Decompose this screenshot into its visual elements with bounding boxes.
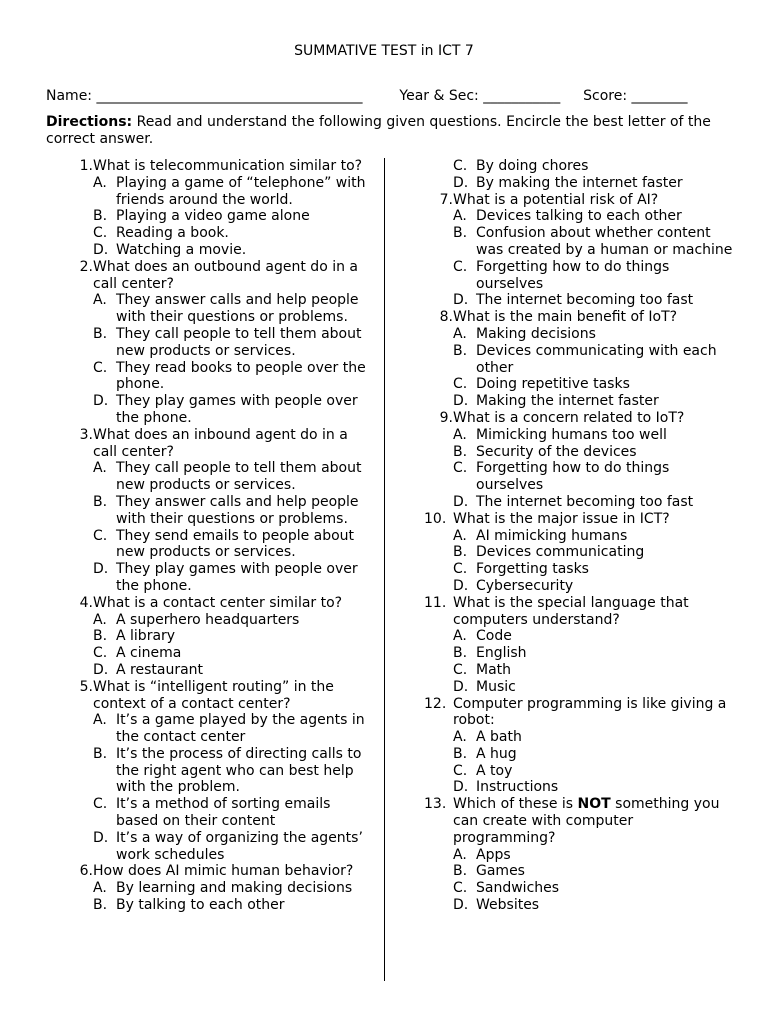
answer-option (424, 729, 734, 746)
answer-option (424, 544, 734, 561)
option-text: A restaurant (116, 661, 204, 678)
answer-option (424, 326, 734, 343)
option-letter: D. (453, 493, 469, 510)
question-text: What is a contact center similar to? (93, 594, 343, 611)
question-text: What is the major issue in ICT? (453, 510, 670, 527)
answer-option (424, 343, 734, 377)
answer-option (424, 897, 734, 914)
option-text: Sandwiches (476, 880, 560, 897)
option-text: Code (476, 628, 512, 645)
option-letter: B. (93, 628, 108, 645)
column-divider (384, 158, 385, 981)
option-text: By learning and making decisions (116, 880, 353, 897)
score-field-label: Score: ________ (583, 88, 688, 104)
question-emphasis: NOT (577, 796, 611, 813)
option-text: It’s a method of sorting emails based on their content (116, 796, 331, 830)
answer-option (424, 863, 734, 880)
option-text: A library (116, 628, 176, 645)
question-item (424, 595, 734, 629)
answer-option (424, 528, 734, 545)
option-text: Watching a movie. (116, 241, 247, 258)
question-item (64, 863, 369, 880)
question-text-end: something you can create with computer programming? (453, 796, 720, 846)
option-letter: D. (453, 174, 469, 191)
option-text: Playing a game of “telephone” with friends around the world. (116, 174, 366, 208)
question-number: 12. (424, 695, 447, 712)
question-item (424, 309, 734, 326)
answer-option (424, 880, 734, 897)
option-text: Cybersecurity (476, 577, 574, 594)
option-letter: A. (93, 460, 107, 477)
option-letter: C. (453, 376, 468, 393)
option-letter: B. (453, 645, 468, 662)
option-letter: C. (93, 225, 108, 242)
option-letter: D. (453, 577, 469, 594)
answer-option (64, 242, 369, 259)
option-text: It’s a game played by the agents in the contact center (116, 712, 365, 746)
option-letter: A. (93, 880, 107, 897)
answer-option (424, 292, 734, 309)
answer-option (64, 393, 369, 427)
option-letter: D. (453, 393, 469, 410)
question-number: 3. (79, 426, 93, 443)
answer-option (424, 628, 734, 645)
option-text: The internet becoming too fast (476, 493, 694, 510)
answer-option (424, 175, 734, 192)
question-item (424, 410, 734, 427)
answer-option (64, 561, 369, 595)
option-text: Forgetting how to do things ourselves (476, 258, 670, 292)
answer-option (64, 796, 369, 830)
answer-option (424, 494, 734, 511)
option-letter: D. (453, 897, 469, 914)
option-text: Instructions (476, 779, 559, 796)
answer-option (424, 779, 734, 796)
answer-option (424, 662, 734, 679)
question-number: 5. (79, 678, 93, 695)
option-letter: D. (93, 829, 109, 846)
option-letter: D. (453, 779, 469, 796)
option-letter: A. (453, 325, 467, 342)
option-text: Playing a video game alone (116, 208, 310, 225)
question-number: 11. (424, 594, 447, 611)
option-letter: C. (93, 527, 108, 544)
option-letter: C. (453, 661, 468, 678)
answer-option (424, 847, 734, 864)
option-text: By talking to each other (116, 897, 285, 914)
answer-option (64, 175, 369, 209)
option-text: Making the internet faster (476, 393, 659, 410)
option-letter: C. (453, 258, 468, 275)
option-letter: A. (93, 292, 107, 309)
option-text: By making the internet faster (476, 174, 683, 191)
answer-option (64, 360, 369, 394)
directions (46, 114, 736, 148)
answer-option (424, 746, 734, 763)
answer-option (424, 259, 734, 293)
option-text: Devices communicating (476, 544, 645, 561)
question-text: What does an inbound agent do in a call center? (93, 426, 348, 460)
option-letter: C. (93, 359, 108, 376)
option-text: A superhero headquarters (116, 611, 300, 628)
option-letter: A. (93, 174, 107, 191)
option-letter: C. (453, 158, 468, 174)
option-text: Music (476, 678, 516, 695)
option-text: Forgetting tasks (476, 561, 589, 578)
option-text: Websites (476, 897, 540, 914)
option-letter: B. (93, 325, 108, 342)
option-text: Apps (476, 846, 511, 863)
option-text: They send emails to people about new products or services. (116, 527, 355, 561)
question-number: 7. (439, 191, 453, 208)
option-text: It’s the process of directing calls to the right agent who can best help with the problem. (116, 745, 362, 796)
question-number: 8. (439, 309, 453, 326)
answer-option (424, 393, 734, 410)
answer-option (424, 225, 734, 259)
answer-option (424, 561, 734, 578)
question-item (424, 696, 734, 730)
question-number: 10. (424, 510, 447, 527)
answer-option (64, 645, 369, 662)
question-text: How does AI mimic human behavior? (93, 863, 354, 880)
option-letter: D. (93, 661, 109, 678)
option-text: A hug (476, 745, 517, 762)
question-number: 6. (79, 863, 93, 880)
option-letter: B. (93, 493, 108, 510)
answer-option (424, 208, 734, 225)
answer-option (424, 460, 734, 494)
option-letter: D. (453, 678, 469, 695)
option-text: Math (476, 661, 512, 678)
question-number: 1. (79, 158, 93, 174)
option-letter: A. (93, 611, 107, 628)
option-text: Devices communicating with each other (476, 342, 717, 376)
question-item (64, 259, 369, 293)
question-text: What does an outbound agent do in a call center? (93, 258, 358, 292)
option-letter: C. (93, 645, 108, 662)
option-letter: C. (453, 762, 468, 779)
answer-option (64, 628, 369, 645)
question-number: 13. (424, 796, 447, 813)
question-text: What is telecommunication similar to? (93, 158, 363, 174)
answer-option (424, 376, 734, 393)
option-letter: A. (453, 426, 467, 443)
question-item (64, 679, 369, 713)
option-text: Doing repetitive tasks (476, 376, 630, 393)
option-text: Forgetting how to do things ourselves (476, 460, 670, 494)
question-text: What is the special language that computers understand? (453, 594, 689, 628)
option-text: They call people to tell them about new products or services. (116, 460, 362, 494)
option-text: Confusion about whether content was created by a human or machine (476, 225, 733, 258)
option-letter: C. (453, 460, 468, 477)
answer-option (64, 880, 369, 897)
option-letter: C. (93, 796, 108, 813)
student-info-line (46, 88, 736, 104)
left-question-column (64, 158, 369, 914)
option-letter: B. (453, 225, 468, 242)
option-text: They answer calls and help people with their questions or problems. (116, 292, 359, 326)
option-text: Devices talking to each other (476, 208, 682, 225)
question-number: 9. (439, 409, 453, 426)
answer-option (424, 444, 734, 461)
option-letter: B. (453, 863, 468, 880)
option-letter: B. (93, 208, 108, 225)
option-text: They play games with people over the phone. (116, 393, 358, 426)
answer-option (64, 612, 369, 629)
answer-option (64, 494, 369, 528)
question-text: Which of these is (453, 796, 578, 813)
answer-option (64, 460, 369, 494)
option-text: A cinema (116, 645, 182, 662)
question-text: What is the main benefit of IoT? (453, 309, 678, 326)
answer-option (64, 746, 369, 796)
option-letter: B. (453, 745, 468, 762)
right-question-column (424, 158, 734, 914)
year-section-field-label: Year & Sec: ___________ (399, 88, 561, 104)
question-item (424, 192, 734, 209)
answer-option (64, 292, 369, 326)
question-text: What is a concern related to IoT? (453, 409, 685, 426)
option-letter: B. (93, 897, 108, 914)
option-text: Games (476, 863, 525, 880)
question-item (64, 158, 369, 175)
option-letter: B. (93, 745, 108, 762)
option-text: They read books to people over the phone. (116, 359, 366, 393)
question-item (424, 511, 734, 528)
option-text: They call people to tell them about new products or services. (116, 325, 362, 359)
option-text: By doing chores (476, 158, 589, 174)
option-text: It’s a way of organizing the agents’ work schedules (116, 829, 363, 863)
option-text: The internet becoming too fast (476, 292, 694, 309)
option-text: They answer calls and help people with their questions or problems. (116, 493, 359, 527)
option-letter: D. (93, 393, 109, 410)
answer-option (64, 225, 369, 242)
name-field-label: Name: ______________________________________ (46, 88, 363, 104)
page-title: SUMMATIVE TEST in ICT 7 (294, 43, 474, 59)
option-letter: D. (93, 241, 109, 258)
directions-label: Directions: (46, 114, 133, 130)
option-letter: A. (453, 527, 467, 544)
option-letter: A. (453, 208, 467, 225)
question-item (64, 595, 369, 612)
option-letter: A. (453, 729, 467, 746)
directions-text: Read and understand the following given questions. Encircle the best letter of the correct answer. (46, 114, 711, 147)
answer-option (424, 763, 734, 780)
answer-option (64, 712, 369, 746)
option-letter: B. (453, 544, 468, 561)
option-text: Reading a book. (116, 225, 229, 242)
question-item (64, 427, 369, 461)
option-text: A bath (476, 729, 522, 746)
question-item (424, 796, 734, 846)
option-text: Making decisions (476, 325, 596, 342)
answer-option (64, 662, 369, 679)
option-letter: A. (453, 628, 467, 645)
option-text: A toy (476, 762, 513, 779)
option-letter: B. (453, 342, 468, 359)
option-letter: C. (453, 561, 468, 578)
answer-option (424, 578, 734, 595)
answer-option (64, 897, 369, 914)
question-number: 4. (79, 594, 93, 611)
option-letter: D. (93, 561, 109, 578)
answer-option (424, 679, 734, 696)
option-letter: A. (93, 712, 107, 729)
answer-option (64, 326, 369, 360)
option-letter: D. (453, 292, 469, 309)
question-text: What is “intelligent routing” in the context of a contact center? (93, 678, 334, 712)
option-text: Mimicking humans too well (476, 426, 667, 443)
question-number: 2. (79, 258, 93, 275)
option-letter: B. (453, 443, 468, 460)
answer-option (64, 208, 369, 225)
answer-option (424, 427, 734, 444)
question-text: What is a potential risk of AI? (453, 191, 659, 208)
option-text: They play games with people over the phone. (116, 561, 358, 594)
answer-option (64, 830, 369, 864)
option-letter: A. (453, 846, 467, 863)
option-text: Security of the devices (476, 443, 637, 460)
answer-option (424, 645, 734, 662)
option-letter: C. (453, 880, 468, 897)
option-text: AI mimicking humans (476, 527, 628, 544)
answer-option (424, 158, 734, 175)
answer-option (64, 528, 369, 562)
question-text: Computer programming is like giving a robot: (453, 695, 727, 729)
option-text: English (476, 645, 527, 662)
